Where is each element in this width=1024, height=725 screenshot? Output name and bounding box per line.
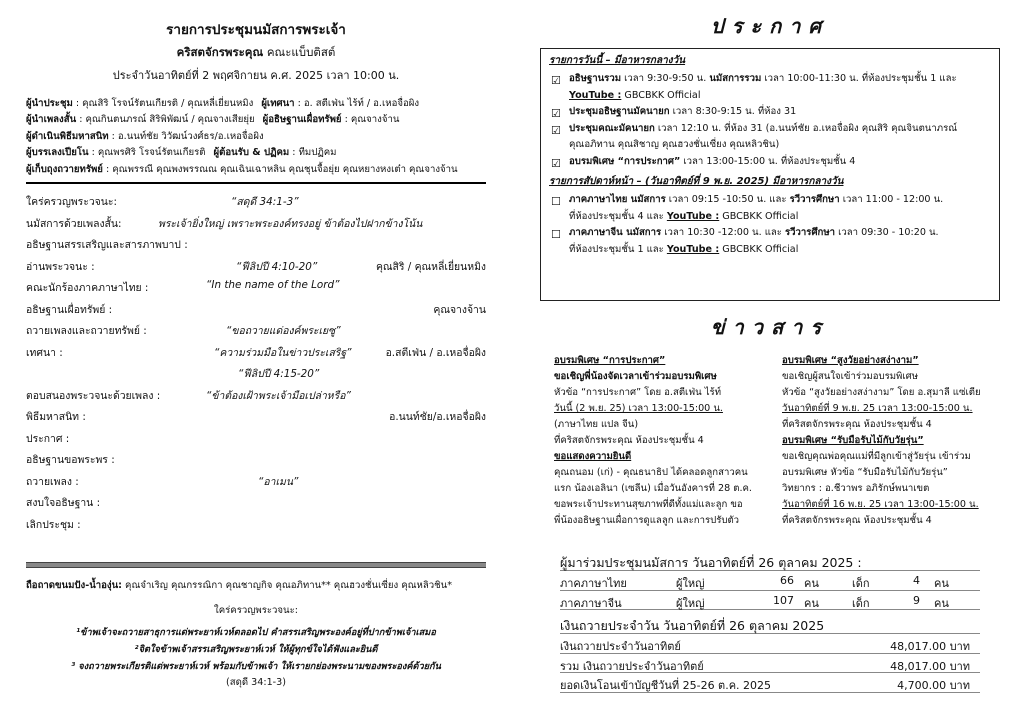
announcement-time: เวลา 11:00 - 12:00 น. [839, 194, 944, 205]
offering-row [560, 654, 980, 674]
staff-name: : ทีมปฏิคม [289, 147, 337, 159]
news-heading: อบรมพิเศษ “รับมือรับไม้กับวัยรุ่น” [782, 435, 924, 446]
news-line: อบรมพิเศษ หัวข้อ “รับมือรับไม้กับวัยรุ่น” [782, 467, 948, 478]
offering-amount: 48,017.00 บาท [890, 659, 970, 673]
service-item-label: คณะนักร้องภาคภาษาไทย : [26, 282, 149, 295]
staff-role: ผู้นำประชุม [26, 98, 73, 109]
service-item-title: “ข้าต้องเฝ้าพระเจ้ามือเปล่าหรือ” [206, 389, 351, 402]
verse-line: ³ จงถวายพระเกียรติแด่พระยาห์เวห์ พร้อมกับข้าพเจ้า ให้เรายกย่องพระนามของพระองค์ด้วยกัน [71, 661, 441, 672]
unit: คน [804, 577, 819, 590]
service-item-title: “ความร่วมมือในข่าวประเสริฐ” [214, 346, 352, 359]
announcement-title: ภาคภาษาจีน นมัสการ [569, 227, 662, 238]
offering-label: ยอดเงินโอนเข้าบัญชีวันที่ 25-26 ต.ค. 2025 [560, 679, 772, 692]
news-heading: อบรมพิเศษ “สูงวัยอย่างสง่างาม” [782, 355, 919, 366]
announcement-line [569, 88, 991, 105]
announcement-item [549, 104, 991, 121]
announcement-title: อบรมพิเศษ “การประกาศ” [569, 155, 681, 167]
page-title: รายการประชุมนมัสการพระเจ้า [166, 22, 346, 38]
left-footer [26, 562, 486, 690]
service-item-label: ประกาศ : [26, 432, 70, 445]
news-line: ขอเชิญพี่น้องจัดเวลาเข้าร่วมอบรมพิเศษ [554, 371, 717, 382]
staff-name: : คุณจางจ้าน [341, 114, 400, 126]
unit: คน [804, 596, 819, 610]
staff-role: ผู้บรรเลงเปียโน [26, 147, 89, 159]
adult-label: ผู้ใหญ่ [676, 596, 705, 610]
service-item-leader: คุณสิริ / คุณหลี่เยี่ยนหมิง [375, 260, 486, 273]
staff-role: ผู้อธิษฐานเผื่อทรัพย์ [262, 114, 342, 126]
service-item [26, 513, 486, 535]
news-heading: ขอแสดงความยินดี [554, 451, 632, 462]
offering-amount: 4,700.00 บาท [897, 679, 970, 692]
announcement-line [569, 137, 991, 154]
announce-heading: ประกาศ [710, 14, 830, 38]
news-line: ขอพระเจ้าประทานสุขภาพที่ดีทั้งแม่และลูก ขอ [554, 499, 743, 510]
youtube-label: YouTube : [569, 89, 622, 101]
announcement-title: ภาคภาษาไทย นมัสการ [569, 194, 666, 205]
announcement-line [569, 209, 991, 226]
news-left-column [554, 353, 774, 529]
service-item-title: “อาเมน” [258, 475, 299, 488]
staff-name: : คุณกินตนภรณ์ สิริพิพัฒน์ / คุณจางเสียยุ่ย [76, 114, 255, 126]
service-order-column [26, 12, 486, 534]
staff-row [26, 96, 486, 112]
attendance-table [560, 571, 980, 610]
service-item [26, 448, 486, 470]
unit: คน [934, 596, 949, 610]
staff-name: : อ. สตีเฟ่น ไร้ท์ / อ.เหอจื่อผิง [294, 98, 420, 109]
child-count: 4 [913, 574, 920, 587]
communion-servers-names: คุณจำเริญ คุณกรรณิกา คุณชาญกิจ คุณอภิทาน** คุณฮวงชั่นเซี่ยง คุณหลิวชิน* [121, 580, 453, 591]
service-item-title: “ฟีลิปปี 4:15-20” [238, 368, 320, 381]
announcement-item [549, 154, 991, 171]
service-date: ประจำวันอาทิตย์ที่ 2 พฤศจิกายน ค.ศ. 2025 เวลา 10:00 น. [112, 69, 400, 82]
announcement-location: ที่ห้องประชุมชั้น 1 และ [569, 243, 667, 255]
service-item-leader: อ.นนท์ชัย/อ.เหอจื่อผิง [389, 411, 486, 424]
service-item-label: ถวายเพลงและถวายทรัพย์ : [26, 325, 147, 338]
service-item-title: “ขอถวายแด่องค์พระเยซู” [226, 325, 341, 338]
service-item-label: สงบใจอธิษฐาน : [26, 497, 101, 510]
staff-role: ผู้ดำเนินพิธีมหาสนิท [26, 130, 109, 142]
news-line: หัวข้อ “สูงวัยอย่างสง่างาม” โดย อ.สุมาลี แซ่เตีย [782, 387, 981, 398]
service-item-title: “สดุดี 34:1-3” [231, 196, 299, 209]
announcement-time: เวลา 09:30 - 10:20 น. [835, 227, 939, 238]
announcement-time: เวลา 13:00-15:00 น. ที่ห้องประชุมชั้น 4 [680, 155, 856, 167]
announcement-item [549, 192, 991, 225]
next-week-list [549, 192, 991, 258]
announcement-location: ที่ห้องประชุมชั้น 4 และ [569, 210, 667, 222]
checked-box-icon: ☑ [551, 156, 561, 170]
announcements-column [540, 10, 1000, 585]
staff-row [26, 112, 486, 128]
news-line: ที่คริสตจักรพระคุณ ห้องประชุมชั้น 4 [554, 435, 704, 446]
next-week-header: รายการสัปดาห์หน้า – (วันอาทิตย์ที่ 9 พ.ย. 2025) มีอาหารกลางวัน [549, 176, 844, 187]
order-of-service [26, 190, 486, 534]
announcement-line [569, 192, 991, 209]
unchecked-box-icon: ☐ [551, 228, 561, 241]
attendance-group: ภาคภาษาจีน [560, 596, 622, 610]
offering-label: รวม เงินถวายประจำวันอาทิตย์ [560, 659, 704, 673]
announcement-detail: คุณอภิทาน คุณสิชาญ คุณฮวงชั่นเซี่ยง คุณหลิวชิน) [569, 139, 780, 150]
unchecked-box-icon: ☐ [551, 195, 561, 208]
announcement-title: ประชุมอธิษฐานมัคนายก [569, 106, 670, 117]
news-line: ขอเชิญผู้สนใจเข้าร่วมอบรมพิเศษ [782, 371, 919, 382]
adult-label: ผู้ใหญ่ [676, 577, 705, 590]
staff-name: : คุณพรศิริ โรจน์รัตนเกียรติ [88, 147, 206, 159]
service-item-label: อ่านพระวจนะ : [26, 260, 95, 273]
announcement-line [569, 121, 991, 138]
church-denomination: คณะแบ็บติสต์ [263, 45, 336, 59]
attendance-title: ผู้มาร่วมประชุมนมัสการ วันอาทิตย์ที่ 26 ตุลาคม 2025 : [560, 551, 980, 571]
news-heading: ข่าวสาร [710, 315, 830, 339]
announcement-time: เวลา 10:00-11:30 น. ที่ห้องประชุมชั้น 1 และ [761, 73, 957, 84]
youtube-label: YouTube : [666, 210, 720, 222]
offering-amount: 48,017.00 บาท [890, 640, 970, 653]
announcement-line [569, 242, 991, 259]
verse-text [26, 624, 486, 675]
offering-row [560, 673, 980, 693]
service-item-label: ถวายเพลง : [26, 475, 79, 488]
news-line: วันนี้ (2 พ.ย. 25) เวลา 13:00-15:00 น. [554, 403, 723, 414]
announcement-line [569, 104, 991, 121]
announcement-title: รวีวารศึกษา [789, 194, 840, 205]
news-line: วันอาทิตย์ที่ 9 พ.ย. 25 เวลา 13:00-15:00 น. [782, 403, 973, 414]
service-item-label: นมัสการด้วยเพลงสั้น: [26, 217, 122, 230]
news-line: แรก น้องเอลินา (เซลีน) เมื่อวันอังคารที่ 28 ต.ค. [554, 483, 752, 494]
news-line: วิทยากร : อ.ชีวาพร อภิรักษ์พนาเขต [782, 483, 930, 494]
news-line: วันอาทิตย์ที่ 16 พ.ย. 25 เวลา 13:00-15:00 น. [782, 499, 979, 510]
child-label: เด็ก [852, 596, 870, 610]
service-item-title: พระเจ้ายิ่งใหญ่ เพราะพระองค์ทรงอยู่ ข้าต้องไปฝากข้างโน้น [158, 217, 423, 230]
service-item-label: อธิษฐานสรรเสริญและสารภาพบาป : [26, 239, 188, 252]
child-count: 9 [913, 593, 920, 607]
announcement-box [540, 48, 1000, 301]
service-item-title: “ฟีลิปปี 4:10-20” [236, 260, 318, 273]
service-item [26, 405, 486, 427]
verse-line: ¹ข้าพเจ้าจะถวายสาธุการแด่พระยาห์เวห์ตลอดไป คำสรรเสริญพระองค์อยู่ที่ปากข้าพเจ้าเสมอ [76, 627, 436, 638]
staff-row [26, 129, 486, 145]
service-item-leader: คุณจางจ้าน [433, 303, 486, 316]
stats-section [560, 551, 980, 693]
offering-table [560, 634, 980, 693]
child-label: เด็ก [852, 577, 870, 590]
service-item-label: อธิษฐานขอพระพร : [26, 454, 115, 467]
service-item [26, 255, 486, 277]
attendance-group: ภาคภาษาไทย [560, 577, 627, 590]
service-item [26, 233, 486, 255]
staff-role: ผู้ต้อนรับ & ปฏิคม [213, 147, 290, 159]
news-heading: อบรมพิเศษ “การประกาศ” [554, 355, 666, 366]
verse-title: ใคร่ครวญพระวจนะ: [214, 605, 298, 616]
announcement-line [569, 154, 991, 171]
service-item-label: เทศนา : [26, 346, 63, 359]
announcement-title: นมัสการรวม [709, 73, 762, 84]
service-item [26, 362, 486, 384]
attendance-row [560, 571, 980, 591]
service-item [26, 190, 486, 212]
news-line: หัวข้อ “การประกาศ” โดย อ.สตีเฟ่น ไร้ท์ [554, 387, 722, 398]
staff-name: : คุณพรรณี คุณพงพรรณณ คุณเฉินเฉาหลิน คุณชุนจื้อยุ่ย คุณหยางหงเต๋า คุณจางจ้าน [102, 163, 458, 175]
news-line: คุณถนอม (เก่) - คุณธนาธิป ได้คลอดลูกสาวคน [554, 467, 748, 478]
staff-row [26, 145, 486, 161]
news-line: พี่น้องอธิษฐานเผื่อการดูแลลูก และการปรับตัว [554, 515, 740, 526]
news-line: (ภาษาไทย แปล จีน) [554, 419, 639, 430]
announcement-detail: GBCBKK Official [621, 89, 701, 101]
staff-row [26, 162, 486, 178]
service-item [26, 319, 486, 341]
service-item [26, 491, 486, 513]
announcement-title: รวีวารศึกษา [784, 227, 836, 238]
service-item-title: “In the name of the Lord” [206, 279, 340, 292]
offering-label: เงินถวายประจำวันอาทิตย์ [560, 640, 681, 653]
offering-title: เงินถวายประจำวัน วันอาทิตย์ที่ 26 ตุลาคม 2025 [560, 614, 980, 634]
adult-count: 66 [780, 574, 794, 587]
announcement-title: ประชุมคณะมัคนายก [569, 122, 655, 134]
announcement-line [569, 71, 991, 88]
staff-role: ผู้นำเพลงสั้น [26, 114, 77, 126]
announcement-time: เวลา 09:15 -10:50 น. และ [665, 194, 790, 205]
announcement-item [549, 225, 991, 258]
service-item [26, 427, 486, 449]
service-item-label: เลิกประชุม : [26, 518, 81, 531]
offering-row [560, 634, 980, 654]
announcement-detail: GBCBKK Official [719, 243, 799, 255]
today-header: รายการวันนี้ – มีอาหารกลางวัน [549, 55, 686, 66]
service-item [26, 384, 486, 406]
service-item [26, 276, 486, 298]
staff-role: ผู้เก็บถุงถวายทรัพย์ [26, 163, 103, 175]
checked-box-icon: ☑ [551, 107, 561, 120]
grey-divider-bar [26, 562, 486, 568]
verse-reference: (สดุดี 34:1-3) [226, 677, 286, 688]
service-item-label: ตอบสนองพระวจนะด้วยเพลง : [26, 389, 161, 402]
communion-servers-label: ถือถาดขนมปัง-น้ำองุ่น: [26, 580, 122, 591]
news-line: ขอเชิญคุณพ่อคุณแม่ที่มีลูกเข้าสู่วัยรุ่น เข้าร่วม [782, 451, 971, 462]
service-item [26, 470, 486, 492]
announcement-title: อธิษฐานรวม [569, 73, 622, 84]
news-line: ที่คริสตจักรพระคุณ ห้องประชุมชั้น 4 [782, 419, 932, 430]
announcement-item [549, 121, 991, 154]
divider [26, 182, 486, 184]
unit: คน [934, 577, 949, 590]
announcement-time: เวลา 9:30-9:50 น. [621, 73, 710, 84]
checked-box-icon: ☑ [551, 74, 561, 87]
church-name-bold: คริสตจักรพระคุณ [176, 45, 264, 59]
church-name [26, 44, 486, 62]
service-item-label: อธิษฐานเผื่อทรัพย์ : [26, 303, 113, 316]
service-item-label: ใคร่ครวญพระวจนะ: [26, 196, 117, 209]
attendance-row [560, 591, 980, 611]
service-item-label: พิธีมหาสนิท : [26, 411, 86, 424]
announcement-time: เวลา 8:30-9:15 น. ที่ห้อง 31 [669, 106, 797, 117]
news-right-column [782, 353, 1004, 529]
staff-name: : อ.นนท์ชัย วิวัฒน์วงศ์ธร/อ.เหอจื่อผิง [108, 130, 264, 142]
announcement-time: เวลา 12:10 น. ที่ห้อง 31 (อ.นนท์ชัย อ.เหอจื่อผิง คุณสิริ คุณจินตนาภรณ์ [654, 122, 958, 134]
news-line: ที่คริสตจักรพระคุณ ห้องประชุมชั้น 4 [782, 515, 932, 526]
today-list [549, 71, 991, 170]
verse-line: ²จิตใจข้าพเจ้าสรรเสริญพระยาห์เวห์ ให้ผู้ทุกข์ใจได้ฟังและยินดี [134, 644, 378, 655]
communion-servers [26, 578, 486, 593]
staff-role: ผู้เทศนา [261, 98, 295, 109]
announcement-line [569, 225, 991, 242]
adult-count: 107 [773, 593, 794, 607]
announcement-item [549, 71, 991, 104]
youtube-label: YouTube : [666, 243, 720, 255]
service-item [26, 341, 486, 363]
staff-name: : คุณสิริ โรจน์รัตนเกียรติ / คุณหลี่เยี่ยนหมิง [72, 98, 254, 109]
service-item [26, 212, 486, 234]
service-item [26, 298, 486, 320]
staff-list [26, 96, 486, 178]
checked-box-icon: ☑ [551, 123, 561, 137]
announcement-time: เวลา 10:30 -12:00 น. และ [661, 227, 785, 238]
service-item-leader: อ.สตีเฟ่น / อ.เหอจื่อผิง [385, 346, 486, 359]
announcement-detail: GBCBKK Official [719, 210, 799, 222]
